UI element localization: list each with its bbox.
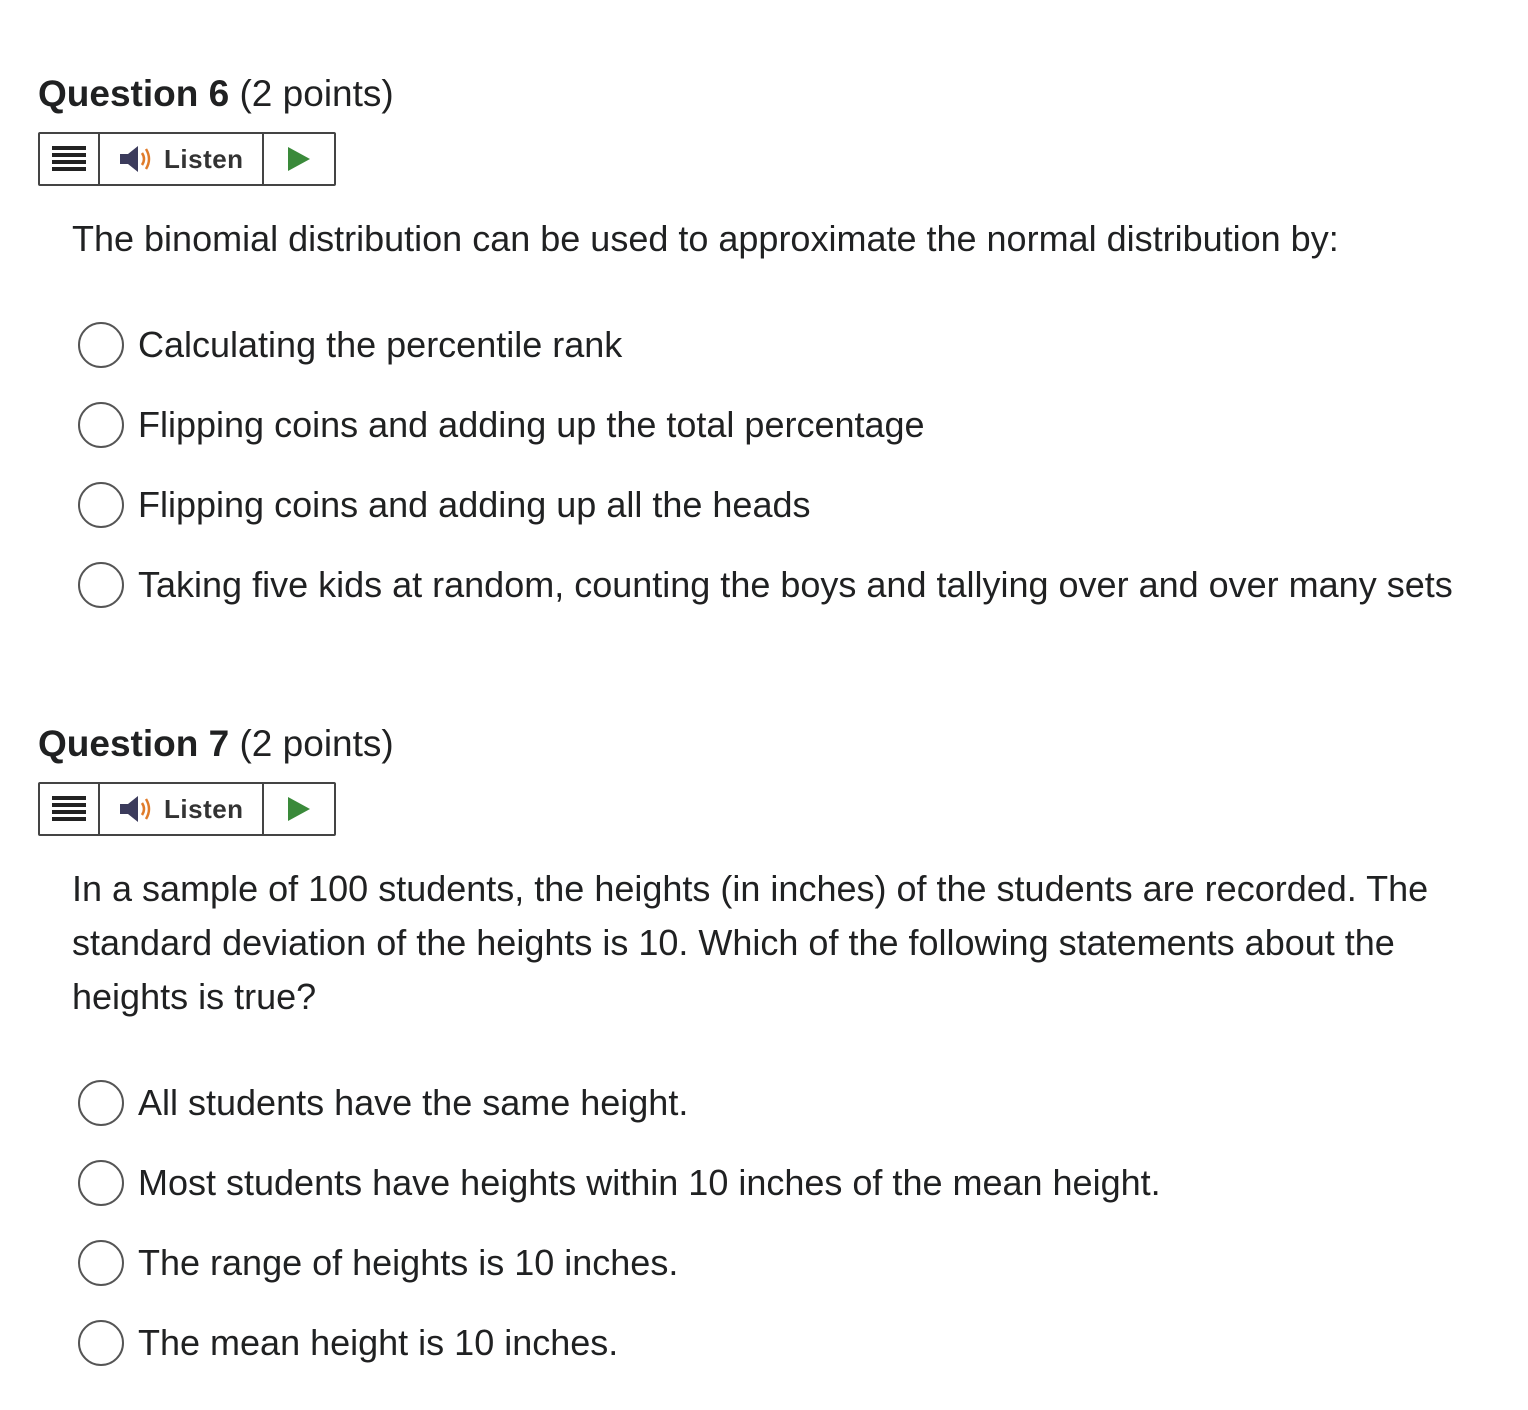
question-prompt: The binomial distribution can be used to approximate the normal distribution by: — [72, 218, 1339, 259]
answer-options — [78, 1076, 1518, 1370]
question-heading — [38, 70, 1518, 118]
play-icon — [286, 795, 312, 823]
question-title: Question 7 — [38, 723, 230, 764]
radio-button[interactable] — [78, 322, 124, 368]
answer-option[interactable] — [78, 1236, 1518, 1290]
menu-icon — [52, 795, 86, 823]
question-title: Question 6 — [38, 73, 230, 114]
option-label[interactable]: Flipping coins and adding up the total percentage — [138, 404, 925, 445]
answer-option[interactable] — [78, 1156, 1518, 1210]
question-prompt: In a sample of 100 students, the heights (in inches) of the students are recorded. The standard deviation of the heights is 10. Which of the following statements about the heights is true? — [72, 868, 1429, 1017]
question-heading — [38, 720, 1518, 768]
listen-button[interactable] — [100, 784, 264, 834]
answer-options — [78, 318, 1518, 612]
listen-label: Listen — [164, 143, 244, 174]
radio-button[interactable] — [78, 562, 124, 608]
play-icon — [286, 145, 312, 173]
listen-button[interactable] — [100, 134, 264, 184]
question-7 — [38, 720, 1518, 1396]
answer-option[interactable] — [78, 1316, 1518, 1370]
radio-button[interactable] — [78, 1080, 124, 1126]
listen-label: Listen — [164, 793, 244, 824]
option-label[interactable]: Most students have heights within 10 inches of the mean height. — [138, 1162, 1161, 1203]
option-label[interactable]: Calculating the percentile rank — [138, 324, 623, 365]
option-label[interactable]: Flipping coins and adding up all the heads — [138, 484, 811, 525]
answer-option[interactable] — [78, 558, 1518, 612]
answer-option[interactable] — [78, 398, 1518, 452]
menu-icon — [52, 145, 86, 173]
question-6 — [38, 70, 1518, 638]
readspeaker-toolbar — [38, 782, 336, 836]
answer-option[interactable] — [78, 1076, 1518, 1130]
play-button[interactable] — [264, 134, 334, 184]
option-label[interactable]: Taking five kids at random, counting the boys and tallying over and over many sets — [138, 564, 1453, 605]
radio-button[interactable] — [78, 1240, 124, 1286]
play-button[interactable] — [264, 784, 334, 834]
radio-button[interactable] — [78, 1320, 124, 1366]
radio-button[interactable] — [78, 1160, 124, 1206]
menu-button[interactable] — [40, 784, 100, 834]
question-points: (2 points) — [239, 723, 394, 764]
option-label[interactable]: All students have the same height. — [138, 1082, 689, 1123]
readspeaker-toolbar — [38, 132, 336, 186]
answer-option[interactable] — [78, 478, 1518, 532]
answer-option[interactable] — [78, 318, 1518, 372]
question-points: (2 points) — [239, 73, 394, 114]
speaker-icon — [118, 794, 154, 824]
menu-button[interactable] — [40, 134, 100, 184]
radio-button[interactable] — [78, 402, 124, 448]
speaker-icon — [118, 144, 154, 174]
option-label[interactable]: The mean height is 10 inches. — [138, 1322, 619, 1363]
option-label[interactable]: The range of heights is 10 inches. — [138, 1242, 679, 1283]
radio-button[interactable] — [78, 482, 124, 528]
